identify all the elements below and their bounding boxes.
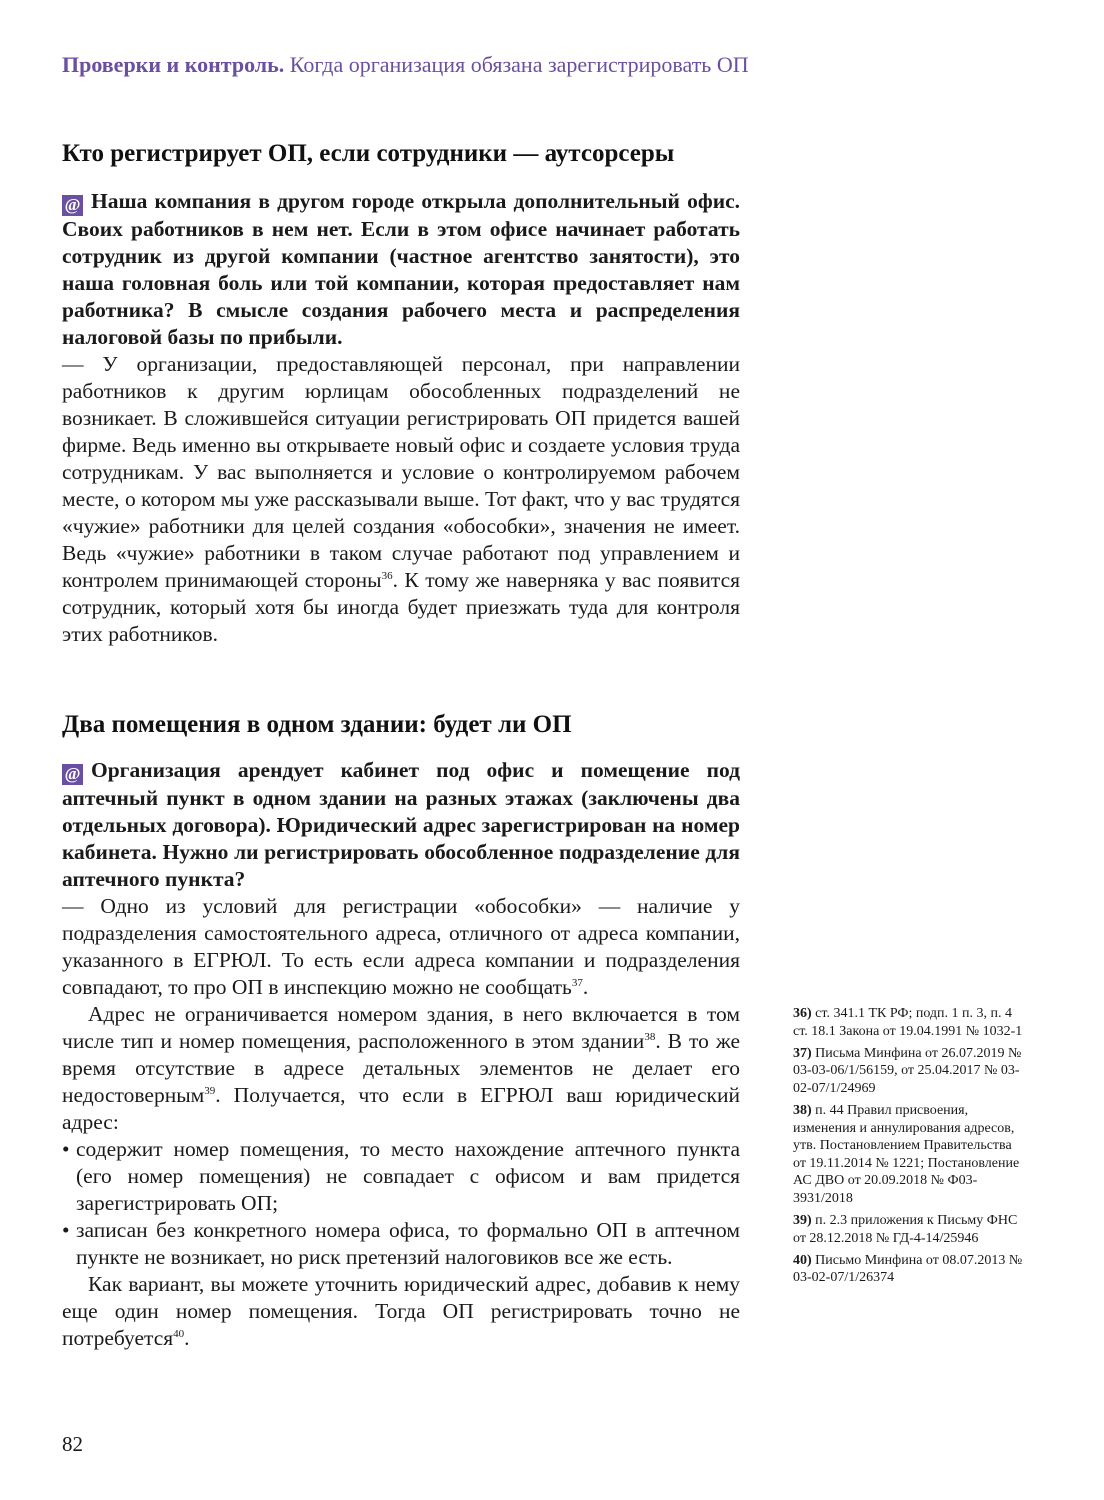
footnote-text: Письма Минфина от 26.07.2019 № 03-03-06/1/56159, от 25.04.2017 № 03-02-07/1/24969	[793, 1045, 1022, 1096]
header-title: Когда организация обязана зарегистрировать ОП	[289, 52, 749, 77]
footnote-text: Письмо Минфина от 08.07.2013 № 03-02-07/1/26374	[793, 1252, 1023, 1286]
footnote-text: п. 2.3 приложения к Письму ФНС от 28.12.2018 № ГД-4-14/25946	[793, 1213, 1018, 1246]
paragraph-text: Как вариант, вы можете уточнить юридический адрес, добавив к нему еще один номер помещения. Тогда ОП регистрировать точно не потребуется	[62, 1272, 740, 1350]
paragraph: Как вариант, вы можете уточнить юридический адрес, добавив к нему еще один номер помещения. Тогда ОП регистрировать точно не потребуется$^{40}$.	[62, 1272, 740, 1350]
footnote-ref[interactable]: 37	[571, 977, 583, 989]
answer-text: . К тому же наверняка у вас появится сотрудник, который хотя бы иногда будет приезжать туда для контроля этих работников.	[62, 568, 740, 646]
footnote-number: 40)	[793, 1252, 812, 1268]
paragraph-text: . Получается, что если в ЕГРЮЛ ваш юридический адрес:	[62, 1083, 740, 1134]
footnote	[793, 1212, 1023, 1247]
running-header	[62, 52, 749, 78]
section-heading: Два помещения в одном здании: будет ли ОП	[62, 711, 572, 738]
footnote-ref[interactable]: 36	[381, 570, 393, 582]
footnote-number: 37)	[793, 1045, 812, 1061]
question	[62, 757, 740, 893]
footnotes	[793, 1005, 1023, 1291]
bullet-item: • содержит номер помещения, то место нахождение аптечного пункта (его номер помещения) не совпадает с офисом и вам придется зарегистрировать ОП;	[62, 1136, 740, 1217]
paragraph-text: Адрес не ограничивается номером здания, в него включается в том числе тип и номер помещения, расположенного в этом здании	[62, 1002, 740, 1053]
bullet-list	[62, 1136, 740, 1271]
answer-text: — Одно из условий для регистрации «обособки» — наличие у подразделения самостоятельного адреса, отличного от адреса компании, указанного в ЕГРЮЛ. То есть если адреса компании и подразделения совпадают, то про ОП в инспекцию можно не сообщать	[62, 894, 740, 999]
footnote-ref[interactable]: 39	[204, 1085, 216, 1097]
footnote-number: 38)	[793, 1102, 812, 1118]
page-number: 82	[62, 1432, 83, 1456]
answer	[62, 351, 740, 648]
question-text: Наша компания в другом городе открыла дополнительный офис. Своих работников в нем нет. Если в этом офисе начинает работать сотрудник из другой компании (частное агентство занятости), это наша головная боль или той компании, которая предоставляет нам работника? В смысле создания рабочего места и распределения налоговой базы по прибыли.	[62, 189, 740, 349]
footnote-text: п. 44 Правил присвоения, изменения и аннулирования адресов, утв. Постановлением Правительства от 19.11.2014 № 1221; Постановление АС ДВО от 20.09.2018 № Ф03-3931/2018	[793, 1102, 1020, 1206]
answer-text: — У организации, предоставляющей персонал, при направлении работников к другим юрлицам обособленных подразделений не возникает. В сложившейся ситуации регистрировать ОП придется вашей фирме. Ведь именно вы открываете новый офис и создаете условия труда сотрудникам. У вас выполняется и условие о контролируемом рабочем месте, о котором мы уже рассказывали выше. Тот факт, что у вас трудятся «чужие» работники для целей создания «обособки», значения не имеет. Ведь «чужие» работники в таком случае работают под управлением и контролем принимающей стороны	[62, 352, 740, 592]
bullet-item: • записан без конкретного номера офиса, то формально ОП в аптечном пункте не возникает, но риск претензий налоговиков все же есть.	[62, 1217, 740, 1271]
section-two-premises	[62, 711, 740, 1352]
footnote	[793, 1252, 1023, 1287]
section-heading: Кто регистрирует ОП, если сотрудники — аутсорсеры	[62, 140, 675, 167]
question	[62, 188, 740, 351]
footnote-number: 36)	[793, 1006, 812, 1021]
footnote-ref[interactable]: 38	[644, 1031, 656, 1043]
at-icon: @	[62, 195, 83, 216]
question-text: Организация арендует кабинет под офис и помещение под аптечный пункт в одном здании на разных этажах (заключены два отдельных договора). Юридический адрес зарегистрирован на номер кабинета. Нужно ли регистрировать обособленное подразделение для аптечного пункта?	[62, 758, 740, 891]
footnote	[793, 1045, 1023, 1098]
footnote	[793, 1005, 1023, 1040]
footnote-text: ст. 341.1 ТК РФ; подп. 1 п. 3, п. 4 ст. 18.1 Закона от 19.04.1991 № 1032-1	[793, 1006, 1023, 1039]
footnote-ref[interactable]: 40	[173, 1328, 185, 1340]
at-icon: @	[62, 764, 83, 785]
paragraph-text: . В то же время отсутствие в адресе детальных элементов не делает его недостоверным	[62, 1029, 740, 1107]
footnote	[793, 1102, 1023, 1208]
footnote-number: 39)	[793, 1213, 812, 1229]
header-section: Проверки и контроль.	[62, 52, 285, 77]
section-outsourcers	[62, 140, 740, 648]
answer: — Одно из условий для регистрации «обособки» — наличие у подразделения самостоятельного адреса, отличного от адреса компании, указанного в ЕГРЮЛ. То есть если адреса компании и подразделения совпадают, то про ОП в инспекцию можно не сообщать$^{37}$.	[62, 894, 740, 999]
paragraph	[62, 1001, 740, 1136]
